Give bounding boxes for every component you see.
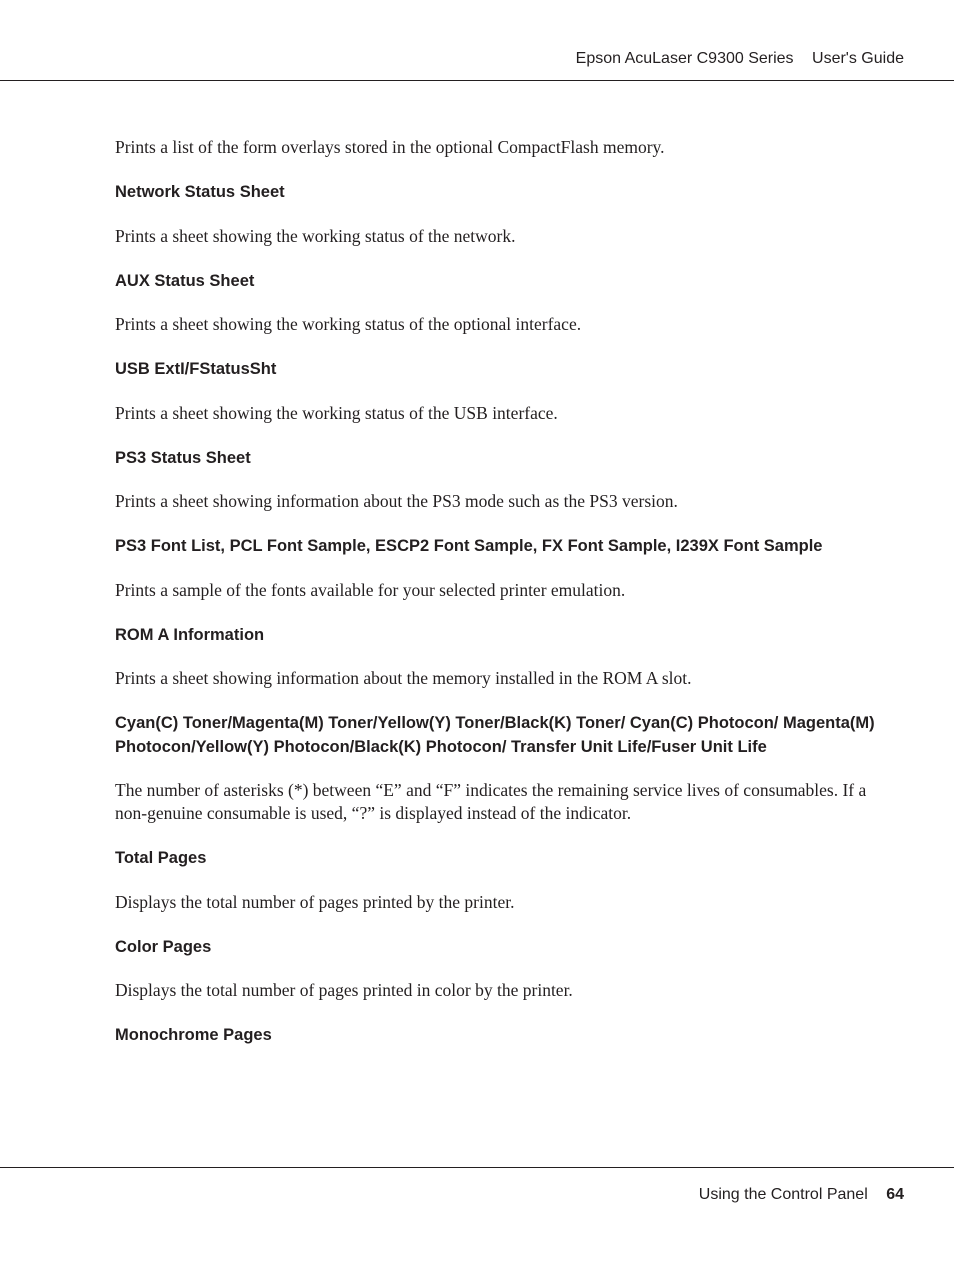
- section-heading-rom-a: ROM A Information: [115, 625, 265, 644]
- intro-paragraph: Prints a list of the form overlays stored in the optional CompactFlash memory.: [115, 137, 665, 157]
- page-header: [576, 50, 904, 68]
- footer-section-title: Using the Control Panel: [698, 1186, 868, 1203]
- section-text-usb-status: Prints a sheet showing the working status of the USB interface.: [115, 402, 558, 423]
- section-heading-color-pages: Color Pages: [115, 937, 212, 956]
- section-text-ps3-status: Prints a sheet showing information about the PS3 mode such as the PS3 version.: [115, 491, 678, 511]
- page-footer: [699, 1186, 904, 1204]
- page-number: 64: [886, 1186, 904, 1203]
- section-text-total-pages: Displays the total number of pages printed by the printer.: [115, 891, 515, 912]
- footer-divider: [0, 1167, 954, 1168]
- section-text-aux-status: Prints a sheet showing the working status of the optional interface.: [115, 314, 582, 334]
- section-heading-monochrome-pages: Monochrome Pages: [115, 1026, 272, 1044]
- page-content: [115, 136, 885, 1068]
- section-text-rom-a: Prints a sheet showing information about the memory installed in the ROM A slot.: [115, 668, 692, 688]
- section-heading-ps3-status: PS3 Status Sheet: [115, 448, 251, 467]
- section-heading-font-samples: PS3 Font List, PCL Font Sample, ESCP2 Font Sample, FX Font Sample, I239X Font Sample: [115, 537, 823, 555]
- section-heading-network-status: Network Status Sheet: [115, 183, 285, 201]
- section-heading-aux-status: AUX Status Sheet: [115, 271, 255, 290]
- section-text-font-samples: Prints a sample of the fonts available for your selected printer emulation.: [115, 579, 626, 600]
- header-divider: [0, 80, 954, 81]
- section-heading-usb-status: USB ExtI/FStatusSht: [115, 360, 277, 378]
- section-text-consumables: The number of asterisks (*) between “E” and “F” indicates the remaining service lives of consumables. If a non-genuine consumable is used, “?” is displayed instead of the indicator.: [115, 780, 867, 823]
- section-heading-consumables: Cyan(C) Toner/Magenta(M) Toner/Yellow(Y) Toner/Black(K) Toner/ Cyan(C) Photocon/ Magenta(M) Photocon/Yellow(Y) Photocon/Black(K) Photocon/ Transfer Unit Life/Fuser Unit Life: [115, 714, 875, 756]
- section-text-network-status: Prints a sheet showing the working status of the network.: [115, 225, 516, 246]
- document-title: Epson AcuLaser C9300 Series: [575, 50, 794, 67]
- guide-label: User's Guide: [812, 50, 904, 67]
- section-text-color-pages: Displays the total number of pages printed in color by the printer.: [115, 980, 573, 1000]
- section-heading-total-pages: Total Pages: [115, 849, 207, 867]
